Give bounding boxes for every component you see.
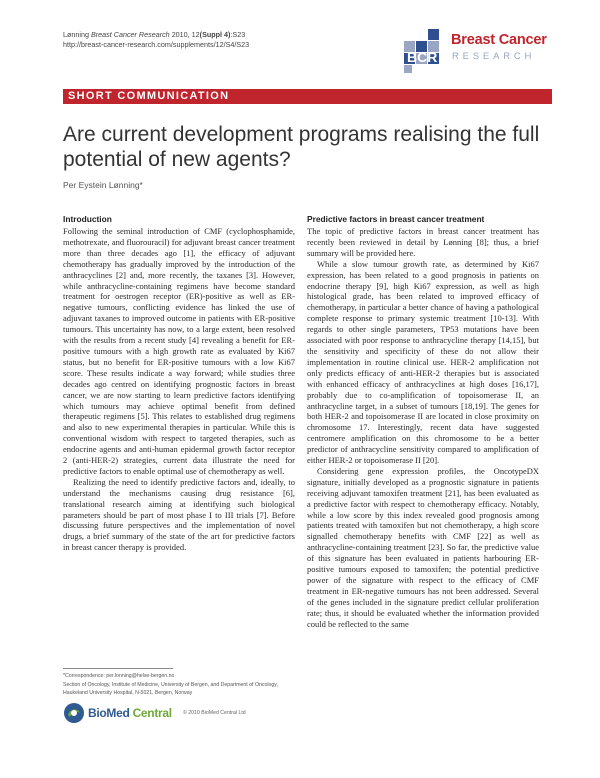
citation-year-volume: 2010, 12 — [171, 30, 200, 39]
logo-subtitle: RESEARCH — [452, 51, 536, 62]
logo-grid-icon — [404, 29, 448, 78]
predictive-paragraph-1: The topic of predictive factors in breast cancer treatment has recently been reviewed in detail by Lønning [8]; thus, a brief summary will be provided here. — [307, 226, 539, 258]
correspondence-note: *Correspondence: per.lonning@helse-bergen.no — [63, 673, 175, 679]
introduction-heading: Introduction — [63, 214, 112, 224]
predictive-factors-heading: Predictive factors in breast cancer treatment — [307, 214, 485, 224]
citation-line — [63, 30, 249, 40]
publisher-name — [88, 706, 172, 720]
footnote — [63, 672, 295, 698]
footnote-divider — [63, 668, 173, 669]
predictive-paragraph-3: Considering gene expression profiles, the OncotypeDX signature, initially developed as a prognostic signature in patients receiving adjuvant tamoxifen treatment [21], has been evaluated as a predictive factor with respect to chemotherapy efficacy. Notably, while a low score by this index revealed good prognosis among patients treated with tamoxifen but not chemotherapy, a high score signalled chemotherapy benefits with CMF [22] as well as anthracycline-containing treatment [23]. So far, the predictive value of this signature has been evaluated in patients harbouring ER-positive tumours exposed to tamoxifen; the potential predictive power of the signature with respect to the efficacy of CMF treatment in ER-negative tumours has not been addressed. Several of the genes included in the signature predict cellular proliferation rate; thus, it should be evaluated whether the information provided could be reflected to the same — [307, 465, 539, 629]
publisher-logo — [63, 702, 183, 724]
logo-abbr-text: BCR — [407, 49, 438, 65]
citation-article: :S23 — [230, 30, 246, 39]
journal-logo — [404, 29, 554, 77]
article-title: Are current development programs realising the full potential of new agents? — [63, 123, 540, 171]
introduction-paragraph-1: Following the seminal introduction of CMF (cyclophosphamide, methotrexate, and fluorouracil) for adjuvant breast cancer treatment more than three decades ago [1], the efficacy of adjuvant chemotherapy has gradually improved by the introduction of the anthracyclines [2] and, more recently, the taxanes [3]. However, while anthracycline-containing regimens have become standard treatment for oestrogen receptor (ER)-positive as well as ER-negative tumours, conflicting evidence has linked the use of adjuvant taxanes to improved outcome in patients with ER-positive tumours. This uncertainty has now, to a large extent, been resolved with the results from a recent study [4] revealing a benefit for ER-positive tumours with a high growth rate as evaluated by Ki67 status, but no benefit for ER-positive tumours with a low Ki67 score. These results indicate a way forward; while studies three decades ago centred on identifying prognostic factors in breast cancer, we are now starting to learn predictive factors identifying which tumours may achieve optimal benefit from defined therapeutic regimens [5]. This relates to established drug regimens and also to new experimental therapies in particular. While this is conventional wisdom with respect to targeted therapies, such as endocrine agents and anti-human epidermal growth factor receptor 2 (anti-HER-2) strategies, current data illustrate the need for predictive factors to enable optimal use of chemotherapy as well. — [63, 226, 295, 476]
article-url[interactable]: http://breast-cancer-research.com/supplements/12/S4/S23 — [63, 40, 250, 49]
citation-journal: Breast Cancer Research — [90, 30, 170, 39]
citation-authors: Lønning — [63, 30, 89, 39]
citation-supplement: (Suppl 4) — [199, 30, 231, 39]
right-column — [307, 214, 539, 630]
biomed-swirl-icon — [63, 702, 85, 724]
article-author: Per Eystein Lønning* — [63, 180, 143, 190]
left-column — [63, 214, 295, 553]
publisher-name-part2: Central — [129, 706, 172, 720]
publisher-name-part1: BioMed — [88, 706, 130, 720]
affiliation-note: Section of Oncology, Institute of Medicine, University of Bergen, and Department of Oncology, Haukeland University Hospital, N-5021, Bergen, Norway — [63, 681, 278, 697]
article-type-band: SHORT COMMUNICATION — [63, 89, 552, 104]
logo-title: Breast Cancer — [451, 32, 547, 48]
predictive-paragraph-2: While a slow tumour growth rate, as determined by Ki67 expression, has been related to a good prognosis in patients on endocrine therapy [9], high Ki67 expression, as well as high histological grade, has been related to improved efficacy of chemotherapy, in particular a better chance of having a pathological complete response to primary systemic treatment [10-13]. With regards to other single parameters, TP53 mutations have been associated with poor response to anthracycline therapy [14,15], but the sensitivity and specificity of these do not allow their implementation in routine clinical use. HER-2 amplification not only predicts efficacy of anti-HER-2 therapies but is associated with enhanced efficacy of anthracyclines at high doses [16,17], probably due to co-amplification of topoisomerase II, an anthracycline target, in a subset of tumours [18,19]. The genes for both HER-2 and topoisomerase II are located in close proximity on chromosome 17. Interestingly, recent data have suggested centromere amplification on this chromosome to be a better predictor of anthracycline sensitivity compared to amplification of either HER-2 or topoisomerase II [20]. — [307, 258, 539, 466]
introduction-paragraph-2: Realizing the need to identify predictive factors and, ideally, to understand the mechanisms causing drug resistance [6], translational research aiming at identifying such biological parameters should be part of most phase I to III trials [7]. Before discussing future perspectives and the implementation of novel drugs, a brief summary of the state of the art for predictive factors in breast cancer therapy is provided. — [63, 476, 295, 553]
copyright: © 2010 BioMed Central Ltd — [183, 710, 246, 716]
running-header — [63, 30, 249, 50]
